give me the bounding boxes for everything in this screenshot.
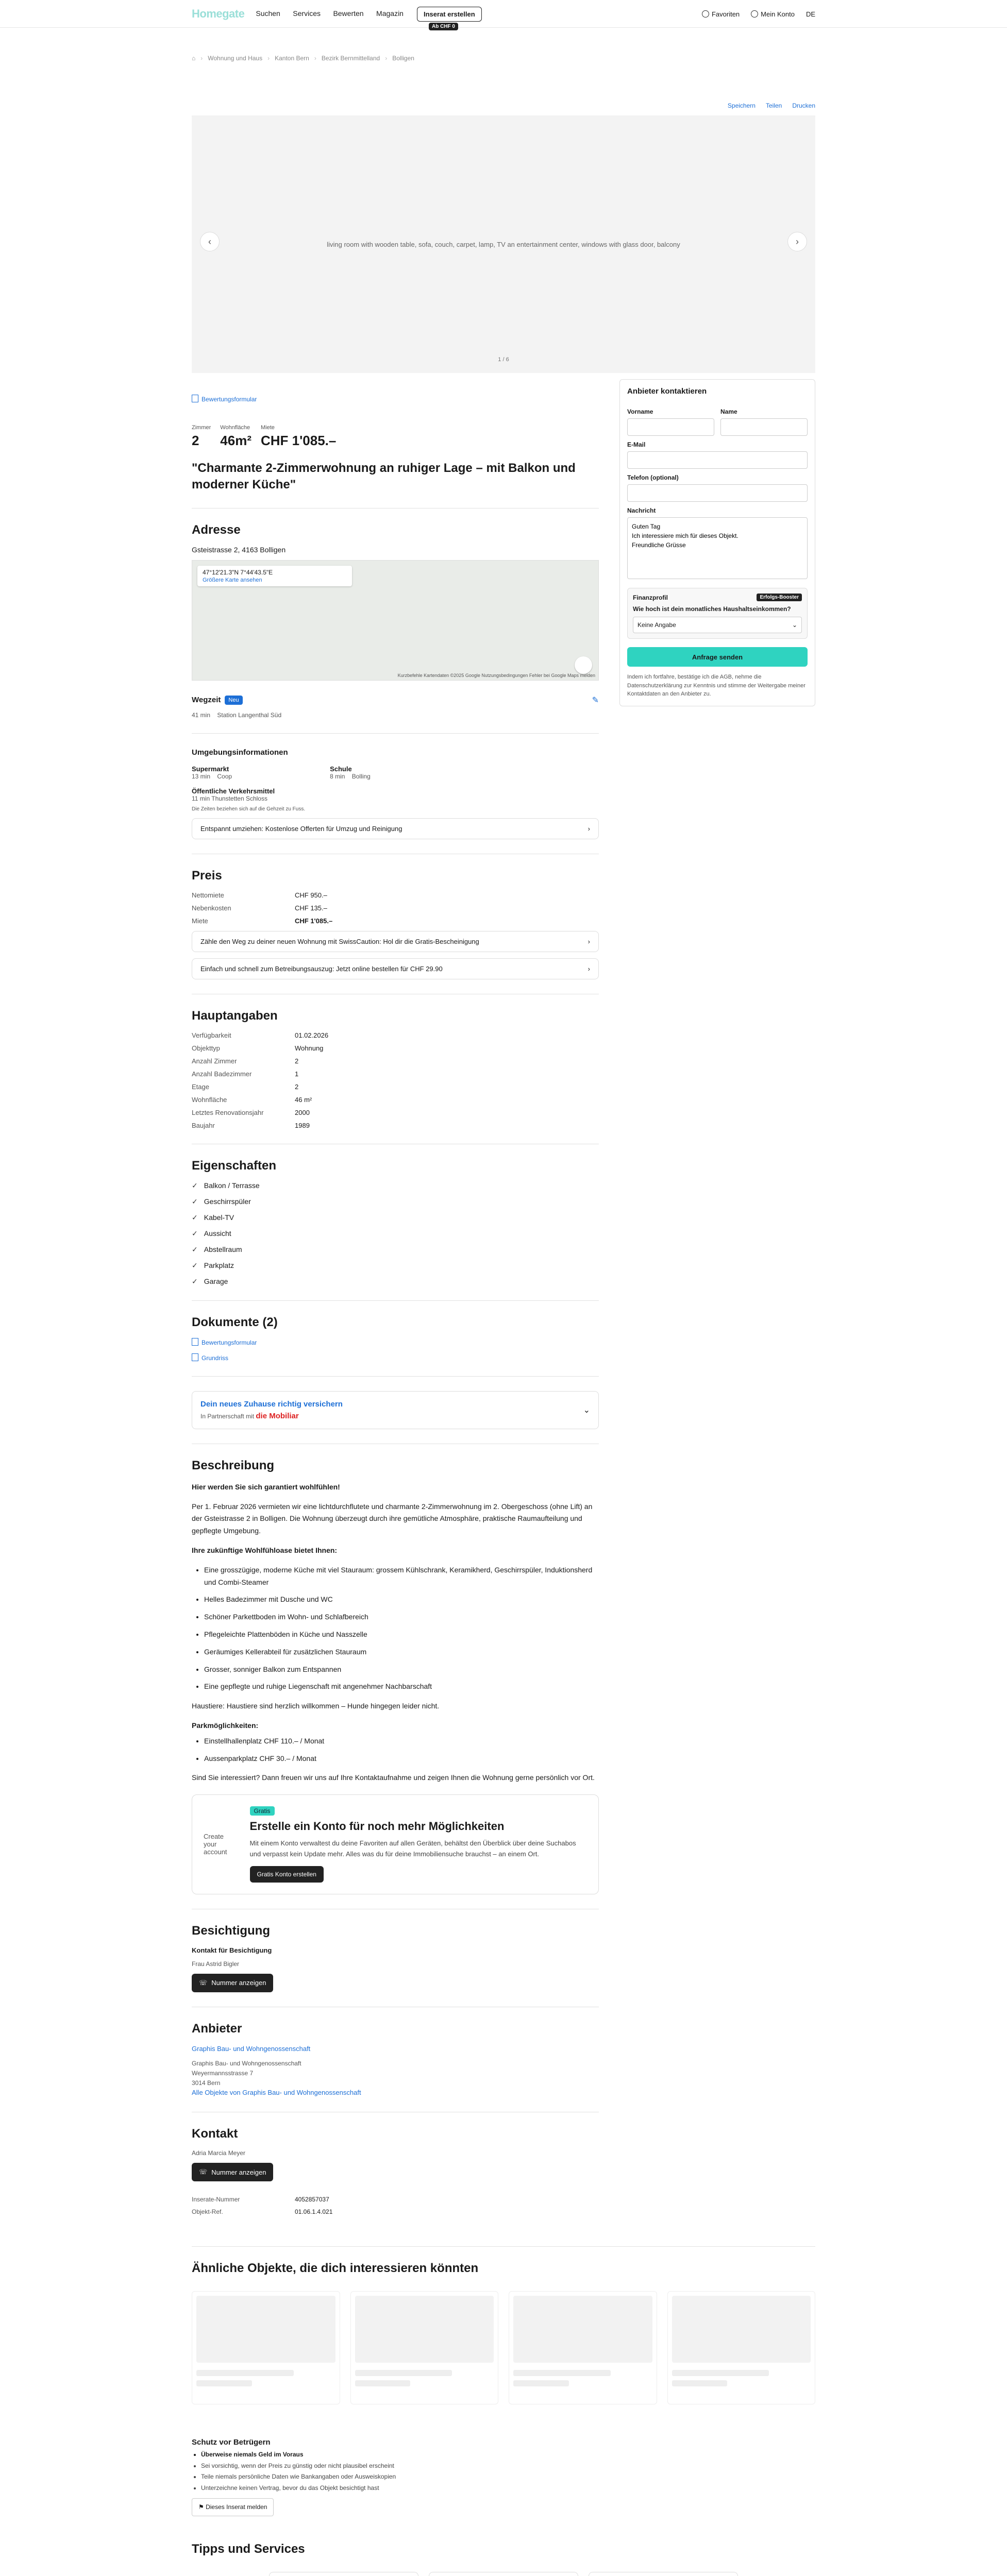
similar-card-placeholder[interactable]: [667, 2291, 816, 2404]
tip-card: [269, 2572, 418, 2576]
separator: ›: [385, 55, 388, 62]
user-icon: [751, 10, 758, 18]
insurance-partner-label: In Partnerschaft mit: [200, 1412, 255, 1420]
viewing-heading: Besichtigung: [192, 1923, 271, 1938]
commute-result: [192, 711, 599, 719]
promo-text: Mit einem Konto verwaltest du deine Favoriten auf allen Geräten, behältst den Überblick über deine Suchabos und verpasst kein Update mehr. Alles was du für deine Immobiliensuche brauchst – an einem Ort.: [249, 1839, 576, 1858]
separator: ›: [314, 55, 316, 62]
placeholder-image: [672, 2296, 811, 2363]
fraud-heading: Schutz vor Betrügern: [192, 2438, 271, 2447]
poi-time: 8 min: [330, 772, 345, 780]
poi-place: Coop: [217, 772, 232, 780]
map-attribution: Kurzbefehle Kartendaten ©2025 Google Nutzungsbedingungen Fehler bei Google Maps melden: [397, 672, 595, 678]
spec-value: 2000: [295, 1108, 310, 1116]
favorites-label: Favoriten: [711, 10, 740, 18]
listing-title: "Charmante 2-Zimmerwohnung an ruhiger Lage – mit Balkon und moderner Küche": [192, 461, 576, 492]
breadcrumb-item[interactable]: Wohnung und Haus: [208, 55, 263, 62]
description-lead: Hier werden Sie sich garantiert wohlfühlen!: [192, 1482, 340, 1491]
chevron-left-icon: ‹: [208, 236, 211, 247]
placeholder-line: [513, 2380, 569, 2386]
spec-value: 46 m²: [295, 1095, 312, 1104]
caution-link[interactable]: [192, 931, 599, 952]
tip-card: [429, 2572, 578, 2576]
income-question: Wie hoch ist dein monatliches Haushaltseinkommen?: [633, 605, 791, 613]
show-number-button[interactable]: [192, 1974, 273, 1992]
chevron-down-icon[interactable]: ⌄: [583, 1405, 590, 1415]
breadcrumb-item[interactable]: Bezirk Bernmittelland: [321, 55, 380, 62]
tips-cards: [192, 2572, 815, 2576]
nav-search[interactable]: Suchen: [256, 9, 280, 18]
feature-item: ✓ Kabel-TV: [192, 1213, 599, 1222]
similar-heading: Ähnliche Objekte, die dich interessieren könnten: [192, 2261, 479, 2276]
provider-heading: Anbieter: [192, 2021, 242, 2036]
fact-rooms: [192, 425, 211, 449]
id-value: 4052857037: [295, 2196, 329, 2204]
feature-item: ✓ Garage: [192, 1277, 599, 1286]
divider: [192, 1376, 599, 1377]
caution-text: Zähle den Weg zu deiner neuen Wohnung mit SwissCaution: Hol dir die Gratis-Bescheinigung: [200, 937, 479, 945]
fullscreen-button[interactable]: [575, 656, 592, 674]
fact-label: Miete: [260, 425, 275, 431]
show-number-label: Nummer anzeigen: [211, 2168, 266, 2176]
commute-time: 41 min: [192, 711, 211, 719]
spec-key: Anzahl Zimmer: [192, 1057, 237, 1065]
divider: [192, 733, 599, 734]
address-heading: Adresse: [192, 522, 241, 537]
mobiliar-logo: die Mobiliar: [256, 1411, 299, 1420]
provider-address-line: Weyermannsstrasse 7: [192, 2069, 254, 2077]
description-list-item: • Schöner Parkettboden im Wohn- und Schlafbereich: [204, 1611, 599, 1623]
email-field[interactable]: [627, 451, 808, 469]
flag-icon: ⚑: [198, 2503, 206, 2511]
edit-icon[interactable]: ✎: [592, 696, 599, 705]
fact-value: CHF 1'085.–: [260, 433, 337, 448]
message-field[interactable]: [627, 517, 808, 579]
description-list: [204, 1564, 599, 1693]
next-image-button[interactable]: [787, 232, 807, 251]
email-label: E-Mail: [627, 441, 646, 448]
similar-card-placeholder[interactable]: [509, 2291, 657, 2404]
spec-value: 2: [295, 1057, 299, 1065]
create-listing-label: Inserat erstellen: [423, 10, 475, 18]
viewing-contact-label: Kontakt für Besichtigung: [192, 1946, 272, 1954]
debt-register-link[interactable]: [192, 958, 599, 979]
fact-label: Wohnfläche: [220, 425, 250, 431]
description-list-item: • Eine grosszügige, moderne Küche mit viel Stauraum: grossem Kühlschrank, Keramikherd, Geschirrspüler, Induktionsherd und Combi-Steamer: [204, 1564, 599, 1589]
price-key: Nettomiete: [192, 891, 224, 899]
documents-heading: Dokumente (2): [192, 1315, 278, 1329]
key-facts: [192, 425, 599, 449]
show-number-button[interactable]: [192, 2163, 273, 2181]
parking-item: • Aussenparkplatz CHF 30.– / Monat: [204, 1753, 599, 1765]
image-counter: 1 / 6: [498, 357, 509, 363]
breadcrumb: [192, 28, 815, 76]
image-alt-text: living room with wooden table, sofa, couch, carpet, lamp, TV an entertainment center, windows with glass door, balcony: [327, 240, 680, 248]
account-link[interactable]: [751, 10, 795, 18]
provider-address-line: Graphis Bau- und Wohngenossenschaft: [192, 2059, 301, 2067]
description-paragraph: Per 1. Februar 2026 vermieten wir eine lichtdurchflutete und charmante 2-Zimmerwohnung im 2. Obergeschoss (ohne Lift) an der Gsteistrasse 2 in Bolligen. Die Wohnung überzeugt durch ihre gemütliche Atmosphäre, praktische Raumaufteilung und gepflegte Umgebung.: [192, 1502, 593, 1535]
main-column: [192, 379, 599, 2215]
placeholder-line: [513, 2370, 611, 2376]
poi-item: [330, 765, 371, 780]
save-button[interactable]: Speichern: [727, 102, 756, 109]
placeholder-line: [672, 2380, 728, 2386]
placeholder-line: [196, 2380, 252, 2386]
fact-label: Zimmer: [192, 425, 211, 431]
fraud-tip: • Überweise niemals Geld im Voraus: [201, 2449, 815, 2461]
chevron-right-icon: ›: [588, 937, 590, 945]
spec-value: 1989: [295, 1121, 310, 1129]
fact-area: [220, 425, 251, 449]
income-select[interactable]: [633, 617, 802, 633]
contact-form: [619, 379, 815, 706]
poi-place: Bolling: [351, 772, 371, 780]
placeholder-line: [355, 2380, 411, 2386]
features-heading: Eigenschaften: [192, 1158, 277, 1173]
nav-magazine[interactable]: Magazin: [376, 9, 404, 18]
legal-notice: Indem ich fortfahre, bestätige ich die AGB, nehme die Datenschutzerklärung zur Kenntnis und stimme der Weitergabe meiner Kontaktdaten an den Anbieter zu.: [627, 674, 805, 697]
spec-value: 2: [295, 1082, 299, 1091]
poi-detail: [192, 773, 232, 780]
promo-title: Erstelle ein Konto für noch mehr Möglichkeiten: [249, 1820, 505, 1833]
divider: [192, 2246, 815, 2247]
phone-icon: ☏: [199, 1978, 208, 1987]
first-name-label: Vorname: [627, 408, 653, 415]
insurance-title: Dein neues Zuhause richtig versichern: [200, 1399, 343, 1409]
spec-value: 01.02.2026: [295, 1031, 329, 1039]
price-table: [192, 891, 599, 925]
finance-profile: [627, 588, 808, 639]
similar-card-placeholder[interactable]: [350, 2291, 499, 2404]
chevron-right-icon: ›: [796, 236, 799, 247]
chevron-down-icon: ⌄: [792, 621, 797, 629]
fact-value: 46m²: [220, 433, 251, 448]
description-list-item: • Eine gepflegte und ruhige Liegenschaft mit angenehmer Nachbarschaft: [204, 1681, 599, 1693]
address-text: Gsteistrasse 2, 4163 Bolligen: [192, 545, 286, 554]
spec-key: Anzahl Badezimmer: [192, 1070, 252, 1078]
contact-form-heading: Anbieter kontaktieren: [627, 387, 707, 396]
account-promo: [192, 1794, 599, 1894]
description-subheading: Ihre zukünftige Wohlfühloase bietet Ihnen:: [192, 1546, 338, 1554]
debt-register-text: Einfach und schnell zum Betreibungsauszug: Jetzt online bestellen für CHF 29.90: [200, 964, 443, 973]
features-list: [192, 1181, 599, 1286]
listing-ids: [192, 2196, 599, 2215]
create-listing-button[interactable]: [417, 7, 482, 29]
placeholder-line: [355, 2370, 452, 2376]
nav-services[interactable]: Services: [293, 9, 321, 18]
fraud-protection: [192, 2435, 815, 2516]
feature-item: ✓ Parkplatz: [192, 1261, 599, 1270]
placeholder-line: [196, 2370, 294, 2376]
fraud-tip: • Sei vorsichtig, wenn der Preis zu günstig oder nicht plausibel erscheint: [201, 2461, 815, 2472]
price-value: CHF 1'085.–: [295, 917, 333, 925]
placeholder-image: [196, 2296, 335, 2363]
report-label: Dieses Inserat melden: [206, 2503, 267, 2511]
fraud-tip: • Teile niemals persönliche Daten wie Bankangaben oder Ausweiskopien: [201, 2471, 815, 2483]
last-name-label: Name: [720, 408, 737, 415]
spec-key: Wohnfläche: [192, 1095, 227, 1104]
commute-destination: Station Langenthal Süd: [217, 711, 282, 719]
documents-list: [192, 1338, 599, 1362]
main-nav: [256, 9, 414, 19]
insurance-partner: [200, 1412, 343, 1420]
account-label: Mein Konto: [761, 10, 795, 18]
share-button[interactable]: Teilen: [765, 102, 782, 109]
provider-name-link[interactable]: Graphis Bau- und Wohngenossenschaft: [192, 2044, 311, 2053]
spec-key: Etage: [192, 1082, 209, 1091]
fact-rent: [261, 425, 336, 449]
logo[interactable]: Homegate: [192, 7, 245, 20]
poi-row: [192, 765, 599, 780]
description-list-item: • Helles Badezimmer mit Dusche und WC: [204, 1594, 599, 1606]
feature-item: ✓ Aussicht: [192, 1229, 599, 1238]
insurance-banner[interactable]: [192, 1391, 599, 1429]
report-listing-button[interactable]: [192, 2498, 274, 2517]
id-value: 01.06.1.4.021: [295, 2208, 333, 2216]
feature-item: ✓ Abstellraum: [192, 1245, 599, 1254]
prev-image-button[interactable]: [200, 232, 220, 251]
description-list-item: • Pflegeleichte Plattenböden in Küche und Nasszelle: [204, 1629, 599, 1641]
print-button[interactable]: Drucken: [792, 102, 815, 109]
description-body: [192, 1481, 599, 1784]
transport-heading: Öffentliche Verkehrsmittel: [192, 787, 275, 795]
parking-heading: Parkmöglichkeiten:: [192, 1721, 259, 1730]
poi-item: [192, 765, 232, 780]
favorites-link[interactable]: [702, 10, 740, 18]
description-list-item: • Grosser, sonniger Balkon zum Entspannen: [204, 1664, 599, 1676]
first-name-field[interactable]: [627, 418, 714, 436]
transport-detail: 11 min Thunstetten Schloss: [192, 794, 267, 802]
image-gallery[interactable]: [192, 115, 815, 373]
poi-detail: [330, 773, 371, 780]
pets-note: Haustiere: Haustiere sind herzlich willkommen – Hunde hingegen leider nicht.: [192, 1702, 440, 1710]
phone-label: Telefon (optional): [627, 474, 679, 481]
price-key: Miete: [192, 917, 208, 925]
tip-card: [589, 2572, 738, 2576]
share-bar: [192, 76, 815, 115]
breadcrumb-current: Bolligen: [392, 55, 414, 62]
document-link[interactable]: Grundriss: [192, 1353, 599, 1362]
phone-field[interactable]: [627, 484, 808, 502]
chevron-right-icon: ›: [588, 964, 590, 973]
breadcrumb-item[interactable]: Kanton Bern: [275, 55, 309, 62]
home-icon[interactable]: ⌂: [192, 55, 196, 62]
moving-offer-text: Entspannt umziehen: Kostenlose Offerten für Umzug und Reinigung: [200, 824, 402, 833]
description-heading: Beschreibung: [192, 1458, 275, 1472]
contact-name: Adria Marcia Meyer: [192, 2149, 246, 2157]
income-select-value: Keine Angabe: [637, 621, 676, 629]
placeholder-line: [672, 2370, 769, 2376]
description-list-item: • Geräumiges Kellerabteil für zusätzlichen Stauraum: [204, 1646, 599, 1658]
larger-map-link[interactable]: Größere Karte ansehen: [203, 577, 262, 583]
price-value: CHF 950.–: [295, 891, 327, 899]
site-header: [0, 0, 1007, 28]
spec-key: Baujahr: [192, 1121, 215, 1129]
promo-illustration: Create your account: [204, 1833, 227, 1856]
id-key: Objekt-Ref.: [192, 2208, 223, 2216]
moving-offer-link[interactable]: [192, 818, 599, 839]
spec-value: 1: [295, 1070, 299, 1078]
feature-item: ✓ Balkon / Terrasse: [192, 1181, 599, 1190]
specs-heading: Hauptangaben: [192, 1008, 278, 1023]
poi-name: Supermarkt: [192, 765, 229, 773]
viewing-contact-name: Frau Astrid Bigler: [192, 1960, 240, 1968]
contact-sidebar: [619, 379, 815, 2215]
similar-card-placeholder[interactable]: [192, 2291, 340, 2404]
price-badge: Ab CHF 0: [429, 23, 458, 30]
similar-listings: [192, 2291, 815, 2404]
tips-heading: Tipps und Services: [192, 2542, 305, 2556]
map-info-box: [197, 566, 352, 586]
contact-heading: Kontakt: [192, 2127, 238, 2141]
message-label: Nachricht: [627, 507, 656, 514]
specs-table: [192, 1031, 599, 1129]
feature-item: ✓ Geschirrspüler: [192, 1197, 599, 1206]
chevron-right-icon: ›: [588, 824, 590, 833]
poi-name: Schule: [330, 765, 352, 773]
finance-title: Finanzprofil: [633, 594, 668, 601]
document-link[interactable]: Bewertungsformular: [192, 1338, 599, 1346]
poi-time: 13 min: [192, 772, 211, 780]
show-number-label: Nummer anzeigen: [211, 1979, 266, 1987]
parking-item: • Einstellhallenplatz CHF 110.– / Monat: [204, 1735, 599, 1748]
booster-badge: Erfolgs-Booster: [757, 594, 802, 601]
commute-label: Wegzeit: [192, 696, 221, 705]
walk-note: Die Zeiten beziehen sich auf die Gehzeit zu Fuss.: [192, 806, 306, 812]
fact-value: 2: [192, 433, 199, 448]
placeholder-image: [355, 2296, 494, 2363]
separator: ›: [267, 55, 270, 62]
placeholder-image: [513, 2296, 652, 2363]
heart-icon: [702, 10, 709, 18]
free-badge: Gratis: [250, 1806, 275, 1816]
spec-key: Objekttyp: [192, 1044, 220, 1052]
divider: [192, 1300, 599, 1301]
create-account-button[interactable]: Gratis Konto erstellen: [250, 1866, 324, 1883]
id-key: Inserate-Nummer: [192, 2196, 240, 2204]
map[interactable]: [192, 560, 599, 681]
price-key: Nebenkosten: [192, 904, 231, 912]
description-outro: Sind Sie interessiert? Dann freuen wir uns auf Ihre Kontaktaufnahme und zeigen Ihnen die Wohnung gerne persönlich vor Ort.: [192, 1773, 595, 1782]
provider-address-line: 3014 Bern: [192, 2079, 221, 2087]
last-name-field[interactable]: [720, 418, 808, 436]
provider-address: [192, 2059, 599, 2089]
send-request-button[interactable]: Anfrage senden: [627, 647, 808, 667]
surroundings-heading: Umgebungsinformationen: [192, 748, 288, 757]
provider-all-listings-link[interactable]: Alle Objekte von Graphis Bau- und Wohngenossenschaft: [192, 2089, 361, 2097]
map-coordinates: 47°12'21.3"N 7°44'43.5"E: [203, 568, 273, 576]
price-value: CHF 135.–: [295, 904, 327, 912]
phone-icon: ☏: [199, 2168, 208, 2176]
spec-key: Letztes Renovationsjahr: [192, 1108, 264, 1116]
floorplan-link[interactable]: Bewertungsformular: [192, 396, 257, 403]
fraud-tip: • Unterzeichne keinen Vertrag, bevor du das Objekt besichtigt hast: [201, 2483, 815, 2494]
divider: [192, 508, 599, 509]
spec-key: Verfügbarkeit: [192, 1031, 231, 1039]
parking-list: [204, 1735, 599, 1765]
separator: ›: [200, 55, 203, 62]
commute-row: [192, 695, 599, 705]
spec-value: Wohnung: [295, 1044, 324, 1052]
nav-evaluate[interactable]: Bewerten: [333, 9, 364, 18]
language-select[interactable]: DE: [805, 10, 815, 18]
new-badge: Neu: [225, 696, 242, 705]
price-heading: Preis: [192, 868, 222, 883]
